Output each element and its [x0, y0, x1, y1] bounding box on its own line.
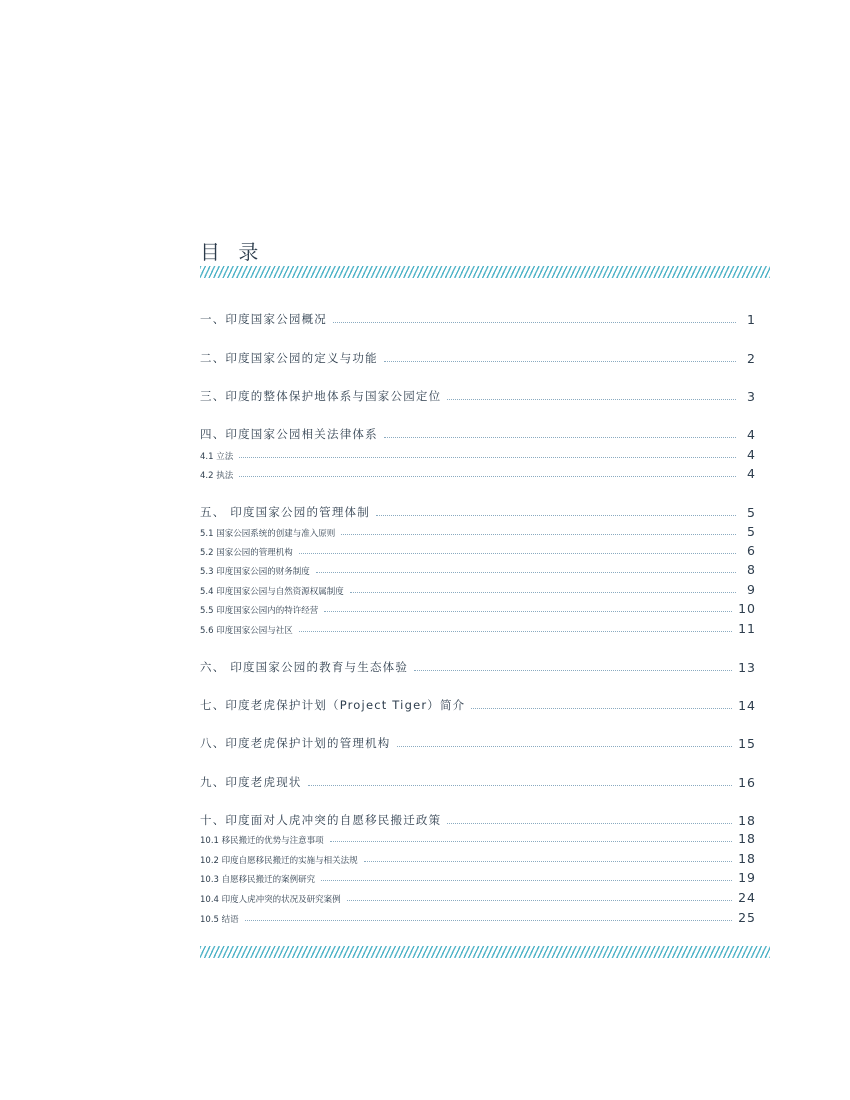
toc-entry[interactable] [200, 697, 756, 713]
toc-entry-label: 二、印度国家公园的定义与功能 [200, 351, 378, 365]
toc-dot-leader [299, 553, 736, 554]
toc-dot-leader [384, 361, 736, 362]
toc-entry-label: 5.4 印度国家公园与自然资源权属制度 [200, 587, 344, 597]
toc-page-number: 18 [738, 813, 756, 828]
toc-dot-leader [308, 785, 732, 786]
toc-dot-leader [239, 476, 736, 477]
toc-page-number: 14 [738, 698, 756, 713]
bottom-stripe-divider [200, 946, 770, 958]
toc-entry-label: 五、 印度国家公园的管理体制 [200, 505, 370, 519]
toc-subentry[interactable] [200, 447, 756, 462]
toc-entry[interactable] [200, 350, 756, 366]
toc-page-number: 4 [747, 447, 756, 462]
toc-subentry[interactable] [200, 582, 756, 597]
toc-entry[interactable] [200, 504, 756, 520]
toc-entry-label: 四、印度国家公园相关法律体系 [200, 427, 378, 441]
toc-page-number: 15 [738, 736, 756, 751]
toc-entry-label: 10.5 结语 [200, 915, 239, 925]
toc-entry-label: 三、印度的整体保护地体系与国家公园定位 [200, 389, 442, 403]
toc-dot-leader [333, 322, 736, 323]
toc-entry-label: 5.5 印度国家公园内的特许经营 [200, 606, 319, 616]
toc-page-number: 3 [747, 389, 756, 404]
toc-dot-leader [447, 823, 732, 824]
toc-page-number: 13 [738, 660, 756, 675]
toc-entry[interactable] [200, 426, 756, 442]
toc-entry-label: 5.2 国家公园的管理机构 [200, 548, 293, 558]
toc-dot-leader [350, 592, 736, 593]
top-stripe-divider [200, 266, 770, 278]
toc-subentry[interactable] [200, 562, 756, 577]
toc-subentry[interactable] [200, 524, 756, 539]
toc-page-number: 11 [738, 621, 756, 636]
toc-subentry[interactable] [200, 831, 756, 846]
toc-dot-leader [324, 611, 732, 612]
toc-dot-leader [364, 861, 732, 862]
toc-entry[interactable] [200, 388, 756, 404]
toc-page-number: 2 [747, 351, 756, 366]
toc-subentry[interactable] [200, 910, 756, 925]
toc-entry-label: 5.1 国家公园系统的创建与准入原则 [200, 529, 336, 539]
toc-entry-label: 5.3 印度国家公园的财务制度 [200, 567, 310, 577]
toc-page-number: 4 [747, 427, 756, 442]
toc-entry-label: 10.1 移民搬迁的优势与注意事项 [200, 836, 324, 846]
toc-page-number: 25 [738, 910, 756, 925]
toc-subentry[interactable] [200, 870, 756, 885]
toc-dot-leader [414, 670, 732, 671]
toc-entry-label: 10.3 自愿移民搬迁的案例研究 [200, 875, 316, 885]
toc-subentry[interactable] [200, 601, 756, 616]
toc-page-number: 18 [738, 831, 756, 846]
toc-dot-leader [397, 746, 733, 747]
toc-entry[interactable] [200, 812, 756, 828]
toc-dot-leader [321, 880, 732, 881]
toc-entry-label: 4.1 立法 [200, 452, 234, 462]
toc-entry-label: 十、印度面对人虎冲突的自愿移民搬迁政策 [200, 813, 442, 827]
toc-subentry[interactable] [200, 543, 756, 558]
toc-entry-label: 4.2 执法 [200, 471, 234, 481]
toc-page-number: 9 [747, 582, 756, 597]
toc-entry[interactable] [200, 659, 756, 675]
toc-page-number: 24 [738, 890, 756, 905]
toc-page-number: 8 [747, 562, 756, 577]
toc-entry[interactable] [200, 311, 756, 327]
toc-entry-label: 七、印度老虎保护计划（Project Tiger）简介 [200, 698, 466, 712]
toc-entry-label: 10.4 印度人虎冲突的状况及研究案例 [200, 895, 341, 905]
toc-entry[interactable] [200, 735, 756, 751]
toc-entry-label: 一、印度国家公园概况 [200, 312, 327, 326]
toc-page-number: 16 [738, 775, 756, 790]
toc-dot-leader [376, 515, 736, 516]
toc-subentry[interactable] [200, 621, 756, 636]
toc-entry-label: 九、印度老虎现状 [200, 775, 302, 789]
toc-page-number: 1 [747, 312, 756, 327]
toc-page-number: 5 [747, 524, 756, 539]
toc-page-number: 10 [738, 601, 756, 616]
toc-dot-leader [299, 631, 732, 632]
toc-subentry[interactable] [200, 890, 756, 905]
toc-entry-label: 六、 印度国家公园的教育与生态体验 [200, 660, 409, 674]
toc-subentry[interactable] [200, 851, 756, 866]
toc-dot-leader [471, 708, 732, 709]
toc-entry-label: 八、印度老虎保护计划的管理机构 [200, 736, 391, 750]
toc-entry-label: 5.6 印度国家公园与社区 [200, 626, 293, 636]
toc-page-number: 4 [747, 466, 756, 481]
toc-dot-leader [316, 572, 736, 573]
toc-dot-leader [347, 900, 732, 901]
toc-dot-leader [239, 457, 736, 458]
toc-dot-leader [384, 437, 736, 438]
toc-dot-leader [341, 534, 736, 535]
toc-page-number: 19 [738, 870, 756, 885]
toc-dot-leader [330, 841, 732, 842]
toc-dot-leader [447, 399, 736, 400]
toc-dot-leader [245, 920, 732, 921]
toc-entry-label: 10.2 印度自愿移民搬迁的实施与相关法规 [200, 856, 358, 866]
toc-page-number: 5 [747, 505, 756, 520]
page-title: 目 录 [200, 240, 265, 264]
toc-entry[interactable] [200, 774, 756, 790]
toc-page-number: 18 [738, 851, 756, 866]
toc-page-number: 6 [747, 543, 756, 558]
toc-subentry[interactable] [200, 466, 756, 481]
